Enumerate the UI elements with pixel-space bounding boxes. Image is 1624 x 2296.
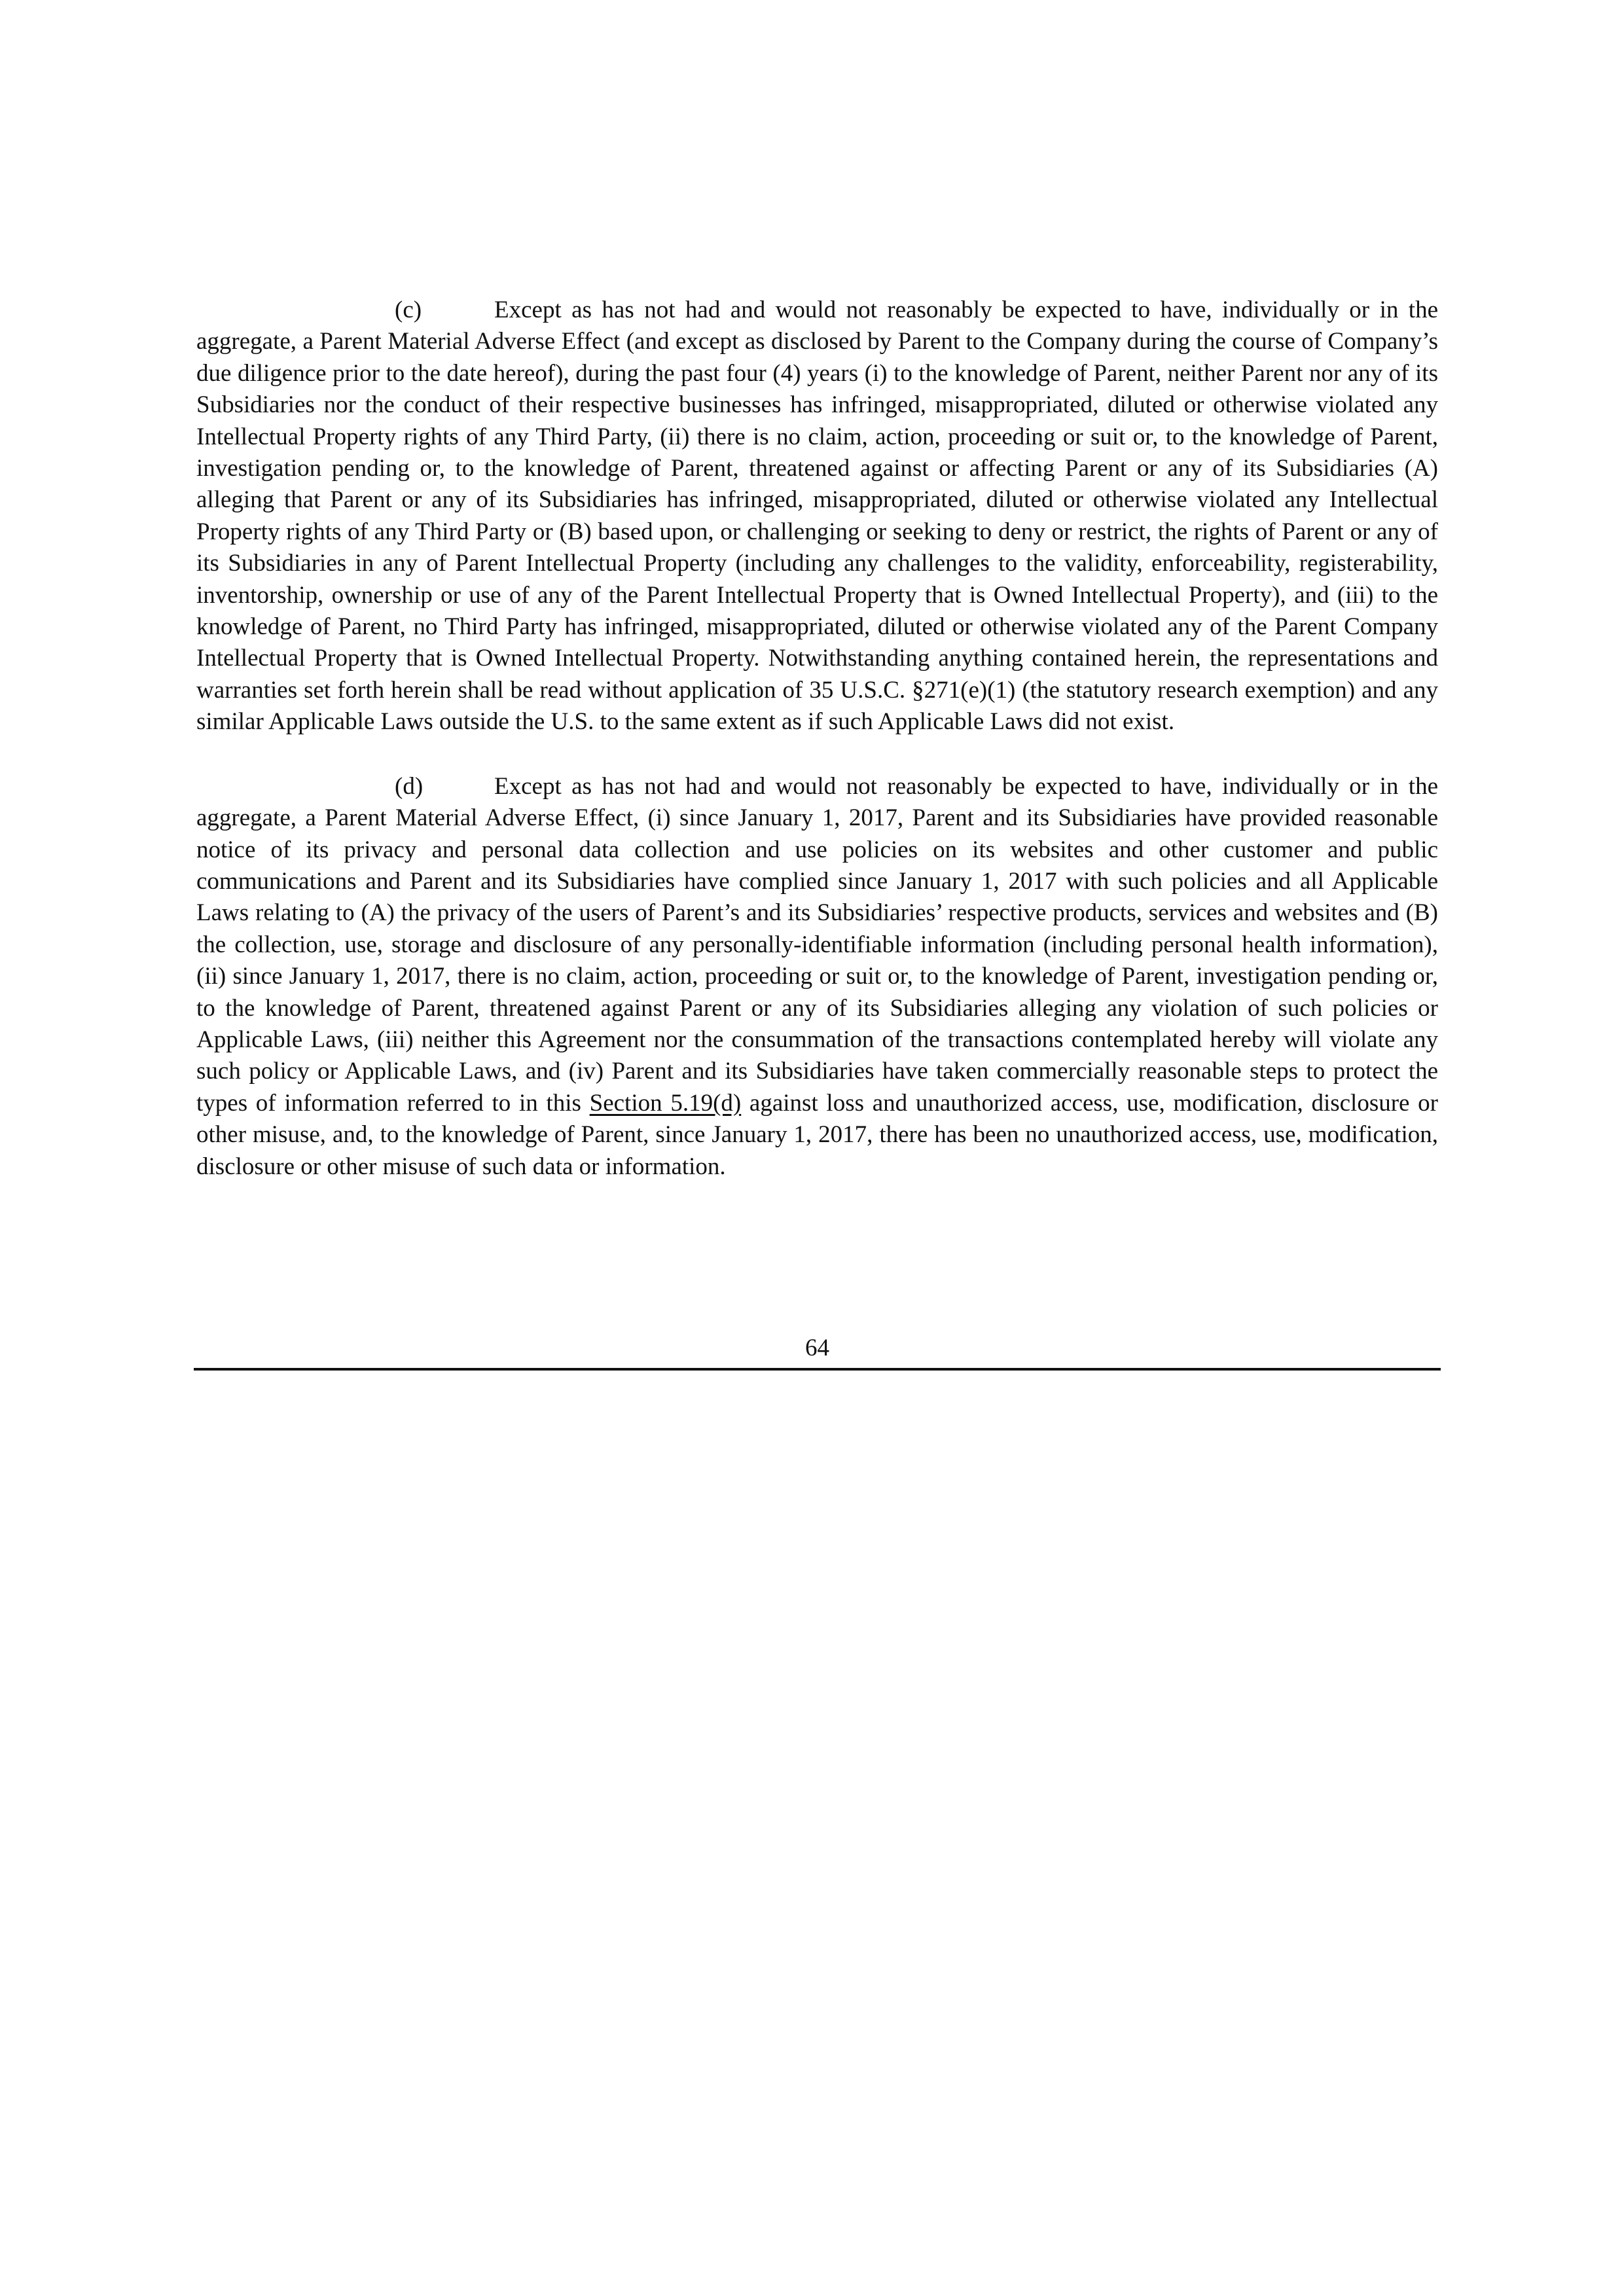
paragraph-number: (c) [395, 296, 422, 323]
section-reference: Section 5.19(d) [589, 1089, 742, 1117]
paragraph-number: (d) [395, 772, 424, 800]
paragraph-d [196, 771, 1438, 1183]
paragraph-c [196, 295, 1438, 738]
paragraph-text: Except as has not had and would not reasonably be expected to have, individually or in the aggregate, a Parent Material Adverse Effect, (i) since January 1, 2017, Parent and its Subsidiaries have provided reasonable notice of its privacy and personal data collection and use policies on its websites and other customer and public communications and Parent and its Subsidiaries have complied since January 1, 2017 with such policies and all Applicable Laws relating to (A) the privacy of the users of Parent’s and its Subsidiaries’ respective products, services and websites and (B) the collection, use, storage and disclosure of any personally-identifiable information (including personal health information), (ii) since January 1, 2017, there is no claim, action, proceeding or suit or, to the knowledge of Parent, investigation pending or, to the knowledge of Parent, threatened against Parent or any of its Subsidiaries alleging any violation of such policies or Applicable Laws, (iii) neither this Agreement nor the consummation of the transactions contemplated hereby will violate any such policy or Applicable Laws, and (iv) Parent and its Subsidiaries have taken commercially reasonable steps to protect the types of information referred to in this [196, 772, 1438, 1117]
paragraph-text-continued: against loss and unauthorized access, use, modification, disclosure or other misuse, and, to the knowledge of Parent, since January 1, 2017, there has been no unauthorized access, use, modification, disclosure or other misuse of such data or information. [196, 1089, 1438, 1180]
paragraph-text: Except as has not had and would not reasonably be expected to have, individually or in the aggregate, a Parent Material Adverse Effect (and except as disclosed by Parent to the Company during the course of Company’s due diligence prior to the date hereof), during the past four (4) years (i) to the knowledge of Parent, neither Parent nor any of its Subsidiaries nor the conduct of their respective businesses has infringed, misappropriated, diluted or otherwise violated any Intellectual Property rights of any Third Party, (ii) there is no claim, action, proceeding or suit or, to the knowledge of Parent, investigation pending or, to the knowledge of Parent, threatened against or affecting Parent or any of its Subsidiaries (A) alleging that Parent or any of its Subsidiaries has infringed, misappropriated, diluted or otherwise violated any Intellectual Property rights of any Third Party or (B) based upon, or challenging or seeking to deny or restrict, the rights of Parent or any of its Subsidiaries in any of Parent Intellectual Property (including any challenges to the validity, enforceability, registerability, inventorship, ownership or use of any of the Parent Intellectual Property that is Owned Intellectual Property), and (iii) to the knowledge of Parent, no Third Party has infringed, misappropriated, diluted or otherwise violated any of the Parent Company Intellectual Property that is Owned Intellectual Property. Notwithstanding anything contained herein, the representations and warranties set forth herein shall be read without application of 35 U.S.C. §271(e)(1) (the statutory research exemption) and any similar Applicable Laws outside the U.S. to the same extent as if such Applicable Laws did not exist. [196, 296, 1438, 736]
footer-divider [194, 1368, 1441, 1371]
page-number: 64 [805, 1335, 829, 1361]
page-footer [194, 1333, 1441, 1371]
page-body [196, 295, 1438, 1215]
